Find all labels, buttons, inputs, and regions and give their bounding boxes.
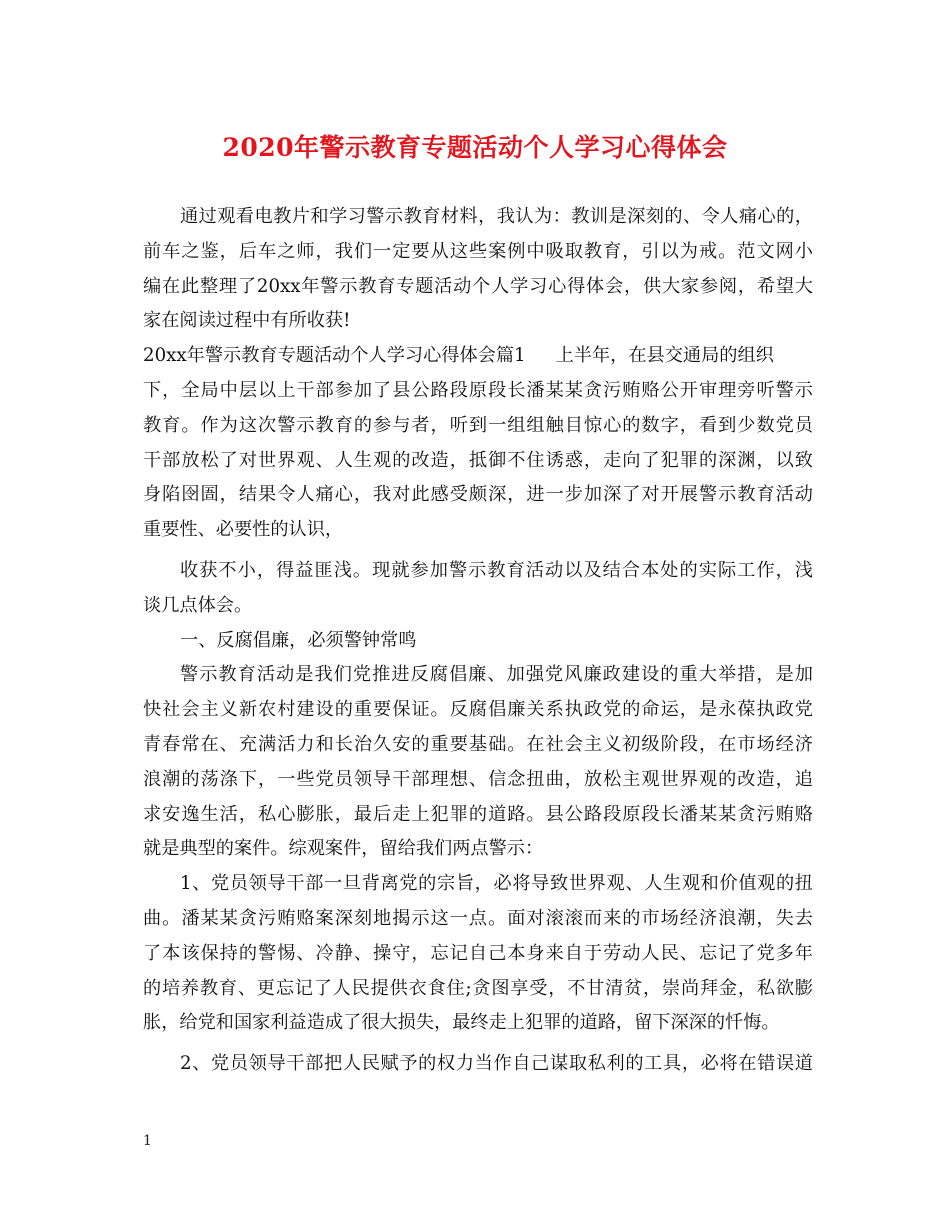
body-line: 2、党员领导干部把人民赋予的权力当作自己谋取私利的工具，必将在错误道 [180,1053,813,1075]
body-line: 重要性、必要性的认识， [143,519,344,541]
body-line: 求安逸生活，私心膨胀，最后走上犯罪的道路。县公路段原段长潘某某贪污贿赂 [143,803,813,825]
page-number: 1 [143,1133,152,1149]
body-line: 的培养教育、更忘记了人民提供衣食住;贪图享受，不甘清贫，崇尚拜金，私欲膨 [143,977,813,999]
body-line: 干部放松了对世界观、人生观的改造，抵御不住诱惑，走向了犯罪的深渊，以致 [143,449,813,471]
article-heading: 20xx年警示教育专题活动个人学习心得体会篇1 [143,345,526,367]
document-body [143,200,813,1082]
body-text: 上半年，在县交通局的组织 [555,345,774,367]
section-heading-line [143,339,813,374]
body-line: 胀，给党和国家利益造成了很大损失，最终走上犯罪的道路，留下深深的忏悔。 [143,1012,780,1034]
body-line: 曲。潘某某贪污贿赂案深刻地揭示这一点。面对滚滚而来的市场经济浪潮，失去 [143,907,813,929]
body-line: 教育。作为这次警示教育的参与者，听到一组组触目惊心的数字，看到少数党员 [143,414,813,436]
body-line: 家在阅读过程中有所收获! [143,310,351,332]
body-line: 就是典型的案件。综观案件，留给我们两点警示： [143,838,544,860]
body-line: 通过观看电教片和学习警示教育材料，我认为：教训是深刻的、令人痛心的， [180,206,813,227]
body-line: 前车之鉴，后车之师，我们一定要从这些案例中吸取教育，引以为戒。范文网小 [143,240,813,262]
body-line: 快社会主义新农村建设的重要保证。反腐倡廉关系执政党的命运，是永葆执政党 [143,699,813,721]
body-line: 浪潮的荡涤下，一些党员领导干部理想、信念扭曲，放松主观世界观的改造，追 [143,768,813,790]
body-line: 青春常在、充满活力和长治久安的重要基础。在社会主义初级阶段，在市场经济 [143,733,813,755]
body-line: 1、党员领导干部一旦背离党的宗旨，必将导致世界观、人生观和价值观的扭 [180,873,813,895]
body-line: 了本该保持的警惕、冷静、操守，忘记自己本身来自于劳动人民、忘记了党多年 [143,942,813,964]
body-line: 警示教育活动是我们党推进反腐倡廉、加强党风廉政建设的重大举措，是加 [180,664,813,686]
subheading-line: 一、反腐倡廉，必须警钟常鸣 [180,629,417,651]
body-line: 编在此整理了20xx年警示教育专题活动个人学习心得体会，供大家参阅，希望大 [143,275,813,297]
body-line: 收获不小，得益匪浅。现就参加警示教育活动以及结合本处的实际工作，浅 [180,559,813,581]
body-line: 下，全局中层以上干部参加了县公路段原段长潘某某贪污贿赂公开审理旁听警示 [143,379,813,401]
document-title: 2020年警示教育专题活动个人学习心得体会 [222,133,728,162]
body-line: 身陷囹圄，结果令人痛心，我对此感受颇深，进一步加深了对开展警示教育活动 [143,484,813,506]
body-line: 谈几点体会。 [143,594,253,616]
